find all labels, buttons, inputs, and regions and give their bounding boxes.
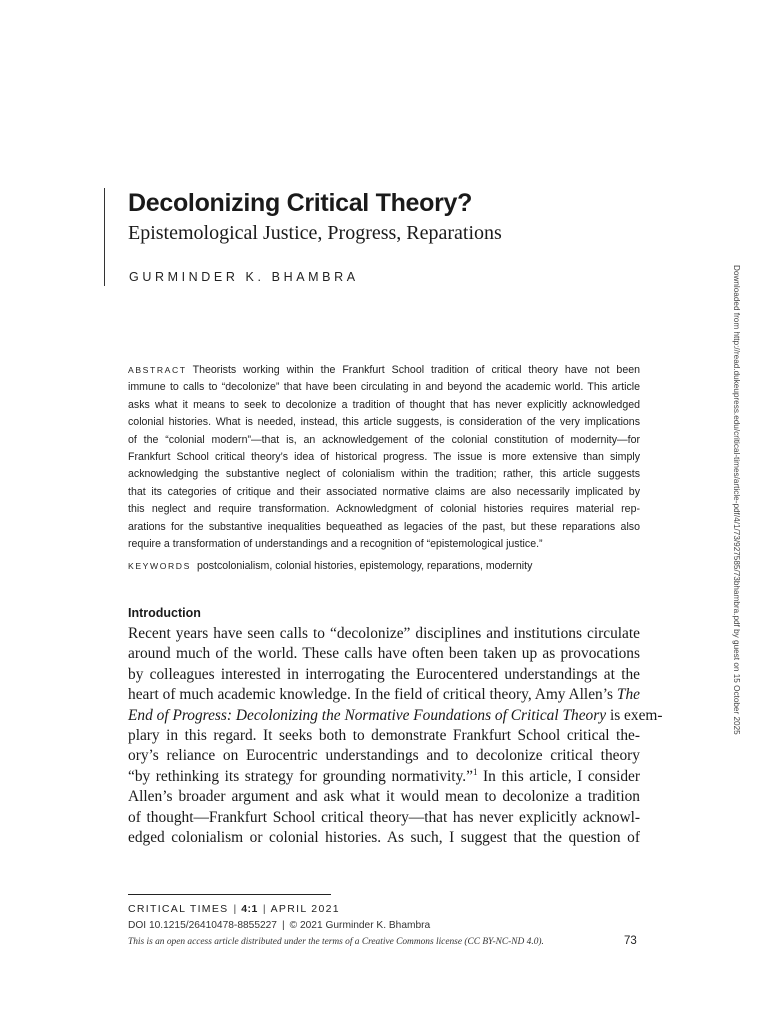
download-watermark: Downloaded from http://read.dukeupress.edu/critical-times/article-pdf/4/1/73/927585/73bhambra.pdf by guest on 15 October 2025 [732, 265, 741, 735]
article-title: Decolonizing Critical Theory? [128, 189, 473, 217]
journal-date: APRIL 2021 [270, 903, 340, 915]
license-notice: This is an open access article distributed under the terms of a Creative Commons license (CC BY-NC-ND 4.0). [128, 937, 544, 947]
section-heading-introduction: Introduction [128, 606, 201, 620]
body-line: “by rethinking its strategy for grounding normativity.”$^1$ In this article, I consider [128, 766, 640, 785]
abstract-line: asks what it means to seek to decolonize a tradition of thought that has never explicitly acknowledged [128, 398, 640, 411]
journal-name: CRITICAL TIMES [128, 903, 229, 915]
abstract-line: this neglect and require transformation. Acknowledgment of colonial histories requires material rep- [128, 503, 640, 516]
abstract-line: immune to calls to “decolonize” that have been circulating in and beyond the academic world. This article [128, 381, 640, 394]
body-line: by colleagues interested in interrogating the Eurocentered understandings at the [128, 665, 640, 683]
body-line: ory’s reliance on Eurocentric understandings and to decolonize critical theory [128, 747, 640, 765]
abstract-line: acknowledging the substantive neglect of colonialism within the tradition; rather, this article suggests [128, 468, 640, 481]
abstract-line: Frankfurt School critical theory’s idea of historical progress. The issue is more extensive than simply [128, 450, 640, 463]
body-line: of thought—Frankfurt School critical theory—that has never explicitly acknowl- [128, 808, 640, 826]
abstract-line: of the “colonial modern”—that is, an acknowledgement of the colonial constitution of modernity—for [128, 433, 640, 446]
abstract [128, 362, 640, 553]
article-subtitle: Epistemological Justice, Progress, Reparations [128, 222, 502, 244]
introduction-body [128, 624, 663, 848]
body-line: Recent years have seen calls to “decolonize” disciplines and institutions circulate [128, 625, 640, 642]
body-line: heart of much academic knowledge. In the field of critical theory, Amy Allen’s The [128, 686, 640, 704]
footnote-reference[interactable]: 1 [472, 766, 478, 777]
book-title-italic: The [616, 686, 640, 704]
keywords [128, 560, 532, 572]
footer-rule [128, 894, 331, 895]
doi[interactable]: DOI 10.1215/26410478-8855227 [128, 920, 277, 931]
keywords-label: KEYWORDS [128, 561, 191, 571]
body-line: plary in this regard. It seeks both to demonstrate Frankfurt School critical the- [128, 726, 640, 744]
page-number: 73 [624, 935, 637, 947]
keywords-text: postcolonialism, colonial histories, epistemology, reparations, modernity [196, 560, 533, 572]
doi-line: DOI 10.1215/26410478-8855227 | © 2021 Gurminder K. Bhambra [128, 920, 431, 931]
body-line: edged colonialism or colonial histories. As such, I suggest that the question of [128, 828, 640, 846]
title-margin-rule [104, 188, 105, 286]
journal-volume: 4:1 [241, 903, 258, 915]
body-line: Allen’s broader argument and ask what it would mean to decolonize a tradition [128, 788, 640, 806]
book-title-italic: End of Progress: Decolonizing the Normative Foundations of Critical Theory [128, 706, 607, 724]
body-line: around much of the world. These calls have often been taken up as provocations [128, 645, 640, 663]
license-code[interactable]: (CC BY-NC-ND 4.0). [464, 937, 544, 947]
author-name: GURMINDER K. BHAMBRA [129, 270, 359, 284]
abstract-line: colonial histories. What is needed, instead, this article suggests, is consideration of the very implications [128, 416, 640, 429]
body-line: End of Progress: Decolonizing the Normative Foundations of Critical Theory is exem- [128, 706, 663, 724]
copyright: © 2021 Gurminder K. Bhambra [289, 920, 431, 931]
abstract-line: ABSTRACT Theorists working within the Frankfurt School tradition of critical theory have not been [128, 364, 640, 376]
abstract-line: require a transformation of understandings and a recognition of “epistemological justice.” [128, 537, 543, 550]
abstract-label: ABSTRACT [128, 365, 187, 375]
abstract-line: that its categories of critique and their associated normative claims are also necessarily implicated by [128, 485, 640, 498]
abstract-line: arations for the substantive inequalities bequeathed as legacies of the past, but these reparations also [128, 520, 640, 533]
journal-info: CRITICAL TIMES | 4:1 | APRIL 2021 [128, 903, 340, 915]
